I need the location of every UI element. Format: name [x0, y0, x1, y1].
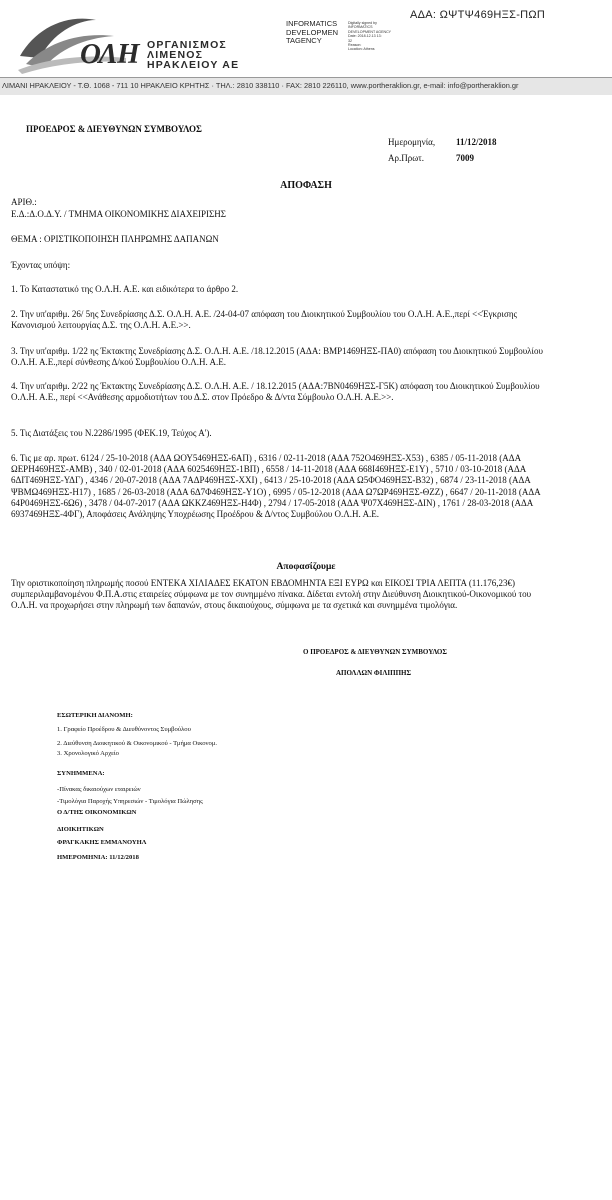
digital-signature-details [348, 21, 391, 52]
org-name-line: ΗΡΑΚΛΕΙΟΥ ΑΕ [147, 59, 240, 71]
signature-detail-line: 32 [348, 38, 352, 43]
signature-detail-line: INFORMATICS [348, 25, 373, 30]
signature-detail-line: Date: 2018.12.13 13: [348, 34, 382, 39]
attachment-item: -Τιμολόγια Παροχής Υπηρεσιών - Τιμολόγια Πώλησης [57, 798, 203, 805]
informatics-line: TAGENCY [286, 36, 322, 45]
signature-detail-line: Digitally signed by [348, 21, 377, 25]
org-name-line: ΟΡΓΑΝΙΣΜΟΣ [147, 39, 227, 51]
address-line: ΛΙΜΑΝΙ ΗΡΑΚΛΕΙΟΥ - Τ.Θ. 1068 - 711 10 ΗΡΑΚΛΕΙΟ ΚΡΗΤΗΣ · ΤΗΛ.: 2810 338110 · FAX: 2810 226110, www.portheraklion.gr, e-mail: info@portheraklion.gr [2, 81, 519, 90]
sender-title: ΠΡΟΕΔΡΟΣ & ΔΙΕΥΘΥΝΩΝ ΣΥΜΒΟΥΛΟΣ [26, 124, 202, 134]
decide-heading: Αποφασίζουμε [276, 562, 336, 572]
org-name [147, 40, 239, 70]
signature-title: Ο ΠΡΟΕΔΡΟΣ & ΔΙΕΥΘΥΝΩΝ ΣΥΜΒΟΥΛΟΣ [303, 648, 447, 656]
footer-line: Ο Δ/ΤΗΣ ΟΙΚΟΝΟΜΙΚΩΝ [57, 809, 137, 816]
informatics-line: DEVELOPMEN [286, 27, 339, 37]
consideration-item: 2. Την υπ'αριθμ. 26/ 5ης Συνεδρίασης Δ.Σ. Ο.Λ.Η. Α.Ε. /24-04-07 απόφαση του Διοικητικού Συμβουλίου του Ο.Λ.Η. Α.Ε.,περί <<Έγκρισης Κανονισμού λειτουργίας Δ.Σ. της Ο.Λ.Η. Α.Ε.>>. [11, 309, 518, 331]
attachment-item: -Πίνακας δικαιούχων εταιρειών [57, 786, 141, 793]
footer-line: ΗΜΕΡΟΜΗΝΙΑ: 11/12/2018 [57, 854, 139, 861]
consideration-item: 6. Τις με αρ. πρωτ. 6124 / 25-10-2018 (ΑΔΑ ΩΟΥ5469ΗΞΣ-6ΑΠ) , 6316 / 02-11-2018 (ΑΔΑ 752Ο469ΗΞΣ-Χ53) , 6385 / 05-11-2018 (ΑΔΑ ΩΕΡΗ469ΗΞΣ-ΑΜΒ) , 340 / 02-01-2018 (ΑΔΑ 6025469ΗΞΣ-1ΒΠ) , 6558 / 14-11-2018 (ΑΔΑ 668Ι469ΗΞΣ-Ε1Υ) , 5710 / 03-10-2018 (ΑΔΑ 6ΔΙΤ469ΗΞΣ-ΥΔΓ) , 4346 / 20-07-2018 (ΑΔΑ 7ΑΔΡ469ΗΞΣ-ΧΧΙ) , 6413 / 25-10-2018 (ΑΔΑ Ω5ΦΟ469ΗΞΣ-Β32) , 6874 / 23-11-2018 (ΑΔΑ ΨΒΜΩ469ΗΞΣ-Η17) , 1685 / 26-03-2018 (ΑΔΑ 6Δ7Φ469ΗΞΣ-Υ1Ο) , 6995 / 05-12-2018 (ΑΔΑ Ω7ΩΡ469ΗΞΣ-ΘΖΖ) , 6647 / 20-11-2018 (ΑΔΑ 64Ρ0469ΗΞΣ-6Ω6) , 3478 / 04-07-2017 (ΑΔΑ ΩΚΚΖ469ΗΞΣ-Η4Φ) , 2794 / 17-05-2018 (ΑΔΑ Ψ07Χ469ΗΞΣ-ΔΙΝ) , 1761 / 28-03-2018 (ΑΔΑ 6937469ΗΞΣ-4ΦΓ), Αποφάσεις Ανάληψης Υποχρέωσης Προέδρου & Δ/ντος Συμβούλου Ο.Λ.Η. Α.Ε. [11, 453, 541, 520]
signature-detail-line: DEVELOPMENT AGENCY [348, 29, 392, 34]
internal-distribution-heading: ΕΣΩΤΕΡΙΚΗ ΔΙΑΝΟΜΗ: [57, 712, 133, 719]
date-value: 11/12/2018 [456, 137, 497, 147]
attachments-heading: ΣΥΝΗΜΜΕΝΑ: [57, 770, 105, 777]
subject: ΘΕΜΑ : ΟΡΙΣΤΙΚΟΠΟΙΗΣΗ ΠΛΗΡΩΜΗΣ ΔΑΠΑΝΩΝ [11, 234, 219, 244]
protocol-label: Αρ.Πρωτ. [388, 153, 425, 163]
consideration-item: 3. Την υπ'αριθμ. 1/22 ης Έκτακτης Συνεδρίασης Δ.Σ. Ο.Λ.Η. Α.Ε. /18.12.2015 (ΑΔΑ: ΒΜΡ1469ΗΞΣ-ΠΑ0) απόφαση του Διοικητικού Συμβουλίου Ο.Λ.Η. Α.Ε.,περί σύνθεσης Δ/κού Συμβουλίου Ο.Λ.Η. Α.Ε. [11, 346, 543, 368]
informatics-label [286, 20, 338, 46]
org-name-line: ΛΙΜΕΝΟΣ [147, 49, 204, 61]
decision-text: Την οριστικοποίηση πληρωμής ποσού ΕΝΤΕΚΑ ΧΙΛΙΑΔΕΣ ΕΚΑΤΟΝ ΕΒΔΟΜΗΝΤΑ ΕΞΙ ΕΥΡΩ και ΕΙΚΟΣΙ ΤΡΙΑ ΛΕΠΤΑ (11.176,23€) συμπεριλαμβανομένου Φ.Π.Α.στις εταιρείες σύμφωνα με τον συνημμένο πίνακα. Δίδεται εντολή στην Διεύθυνση Διοικητικού-Οικονομικού του Ο.Λ.Η. να προχωρήσει στην πληρωμή των δαπανών, στους δικαιούχους, σύμφωνα με τα σχετικά και συνημμένα τιμολόγια. [11, 578, 532, 611]
internal-distribution-item: 2. Διεύθυνση Διοικητικού & Οικονομικού - Τμήμα Οικονομ. [57, 740, 217, 747]
signature-name: ΑΠΟΛΛΩΝ ΦΙΛΙΠΠΗΣ [336, 669, 412, 677]
olh-logo [18, 6, 139, 74]
date-label: Ημερομηνία, [388, 137, 436, 147]
consideration-item: 1. Το Καταστατικό της Ο.Λ.Η. Α.Ε. και ειδικότερα το άρθρο 2. [11, 284, 239, 294]
internal-distribution-item: 1. Γραφείο Προέδρου & Διευθύνοντος Συμβούλου [57, 726, 191, 733]
informatics-line: INFORMATICS [286, 19, 338, 28]
document-title: ΑΠΟΦΑΣΗ [280, 180, 332, 191]
signature-detail-line: Location: Athens [348, 47, 375, 52]
protocol-value: 7009 [456, 153, 474, 163]
olh-emblem-text: ΟΛΗ [80, 38, 139, 70]
consideration-item: 5. Τις Διατάξεις του Ν.2286/1995 (ΦΕΚ.19, Τεύχος Α'). [11, 428, 212, 438]
having-regard: Έχοντας υπόψη: [11, 260, 71, 270]
department: Ε.Δ.:Δ.Ο.Δ.Υ. / ΤΜΗΜΑ ΟΙΚΟΝΟΜΙΚΗΣ ΔΙΑΧΕΙΡΙΣΗΣ [11, 209, 226, 219]
ada-code: ΑΔΑ: ΩΨΤΨ469ΗΞΣ-ΠΩΠ [410, 9, 546, 21]
footer-line: ΔΙΟΙΚΗΤΙΚΩΝ [57, 826, 104, 833]
arith-label: ΑΡΙΘ.: [11, 197, 37, 207]
internal-distribution-item: 3. Χρονολογικό Αρχείο [57, 750, 119, 757]
signature-detail-line: Reason: [348, 43, 362, 48]
footer-line: ΦΡΑΓΚΑΚΗΣ ΕΜΜΑΝΟΥΗΛ [57, 839, 147, 846]
consideration-item: 4. Την υπ'αριθμ. 2/22 ης Έκτακτης Συνεδρίασης Δ.Σ. Ο.Λ.Η. Α.Ε. / 18.12.2015 (ΑΔΑ:7ΒΝ0469ΗΞΣ-Γ5Κ) απόφαση του Διοικητικού Συμβουλίου Ο.Λ.Η. Α.Ε., περί <<Ανάθεσης αρμοδιοτήτων του Δ.Σ. στον Πρόεδρο & Δ/ντα Σύμβουλο Ο.Λ.Η. Α.Ε.>>. [11, 381, 540, 403]
